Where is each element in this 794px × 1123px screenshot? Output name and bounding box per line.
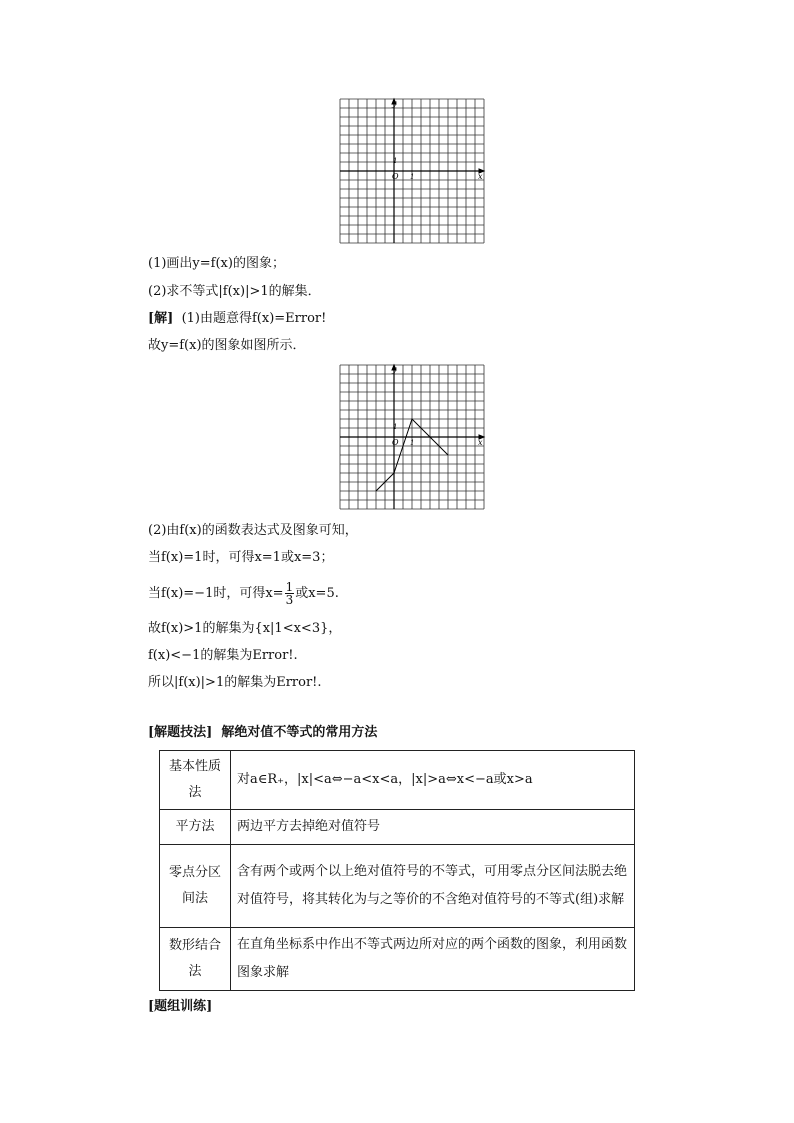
fraction-one-third: [285, 581, 295, 606]
x-tick-label: 1: [410, 439, 415, 447]
x-tick-label: 1: [410, 173, 415, 181]
tips-tag: [解题技法]: [148, 725, 213, 740]
method-name: 基本性质法: [160, 751, 231, 810]
function-graph: [338, 363, 488, 511]
methods-table: [159, 750, 635, 991]
fraction-denominator: 3: [285, 593, 294, 607]
y-tick-label: 1: [393, 157, 398, 165]
coordinate-grid-empty: [338, 97, 488, 245]
solution-line-3: (2)由f(x)的函数表达式及图象可知，: [148, 523, 358, 538]
solution-line-6: 故f(x)>1的解集为{x|1<x<3}，: [148, 621, 342, 636]
solution-line-7: f(x)<−1的解集为Error!.: [148, 648, 298, 663]
tips-title: 解绝对值不等式的常用方法: [221, 725, 378, 740]
table-row: [160, 928, 635, 991]
method-name: 平方法: [160, 810, 231, 845]
table-row: [160, 810, 635, 845]
y-tick-label: 1: [393, 423, 398, 431]
fraction-numerator: 1: [285, 580, 294, 594]
solution-line-4: 当f(x)=1时，可得x=1或x=3；: [148, 550, 334, 565]
solution-line-8: 所以|f(x)|>1的解集为Error!.: [148, 675, 322, 690]
tips-heading: [148, 724, 377, 742]
y-axis-label: y: [392, 365, 397, 374]
practice-heading: [题组训练]: [148, 999, 213, 1014]
method-name: 零点分区间法: [160, 845, 231, 928]
solution-label: [解]: [148, 311, 174, 326]
solution-line-5: [148, 576, 339, 612]
solution-text-5a: 当f(x)=−1时，可得x=: [148, 586, 284, 601]
solution-line-1: [148, 310, 326, 328]
solution-line-2: 故y=f(x)的图象如图所示．: [148, 338, 306, 353]
y-axis-label: y: [392, 99, 397, 108]
method-desc: 含有两个或两个以上绝对值符号的不等式，可用零点分区间法脱去绝对值符号，将其转化为与之等价的不含绝对值符号的不等式(组)求解: [231, 845, 635, 928]
origin-label: O: [392, 172, 399, 181]
table-row: [160, 845, 635, 928]
solution-text-5b: 或x=5.: [295, 586, 339, 601]
method-desc: 对a∈R₊，|x|<a⇔−a<x<a，|x|>a⇔x<−a或x>a: [231, 751, 635, 810]
x-axis-label: x: [478, 172, 483, 181]
x-axis-label: x: [478, 438, 483, 447]
question-part-1: (1)画出y=f(x)的图象；: [148, 256, 285, 271]
method-desc: 两边平方去掉绝对值符号: [231, 810, 635, 845]
origin-label: O: [392, 438, 399, 447]
solution-text-1: (1)由题意得f(x)=Error!: [181, 311, 327, 326]
method-name: 数形结合法: [160, 928, 231, 991]
table-row: [160, 751, 635, 810]
question-part-2: (2)求不等式|f(x)|>1的解集．: [148, 284, 321, 299]
method-desc: 在直角坐标系中作出不等式两边所对应的两个函数的图象，利用函数图象求解: [231, 928, 635, 991]
